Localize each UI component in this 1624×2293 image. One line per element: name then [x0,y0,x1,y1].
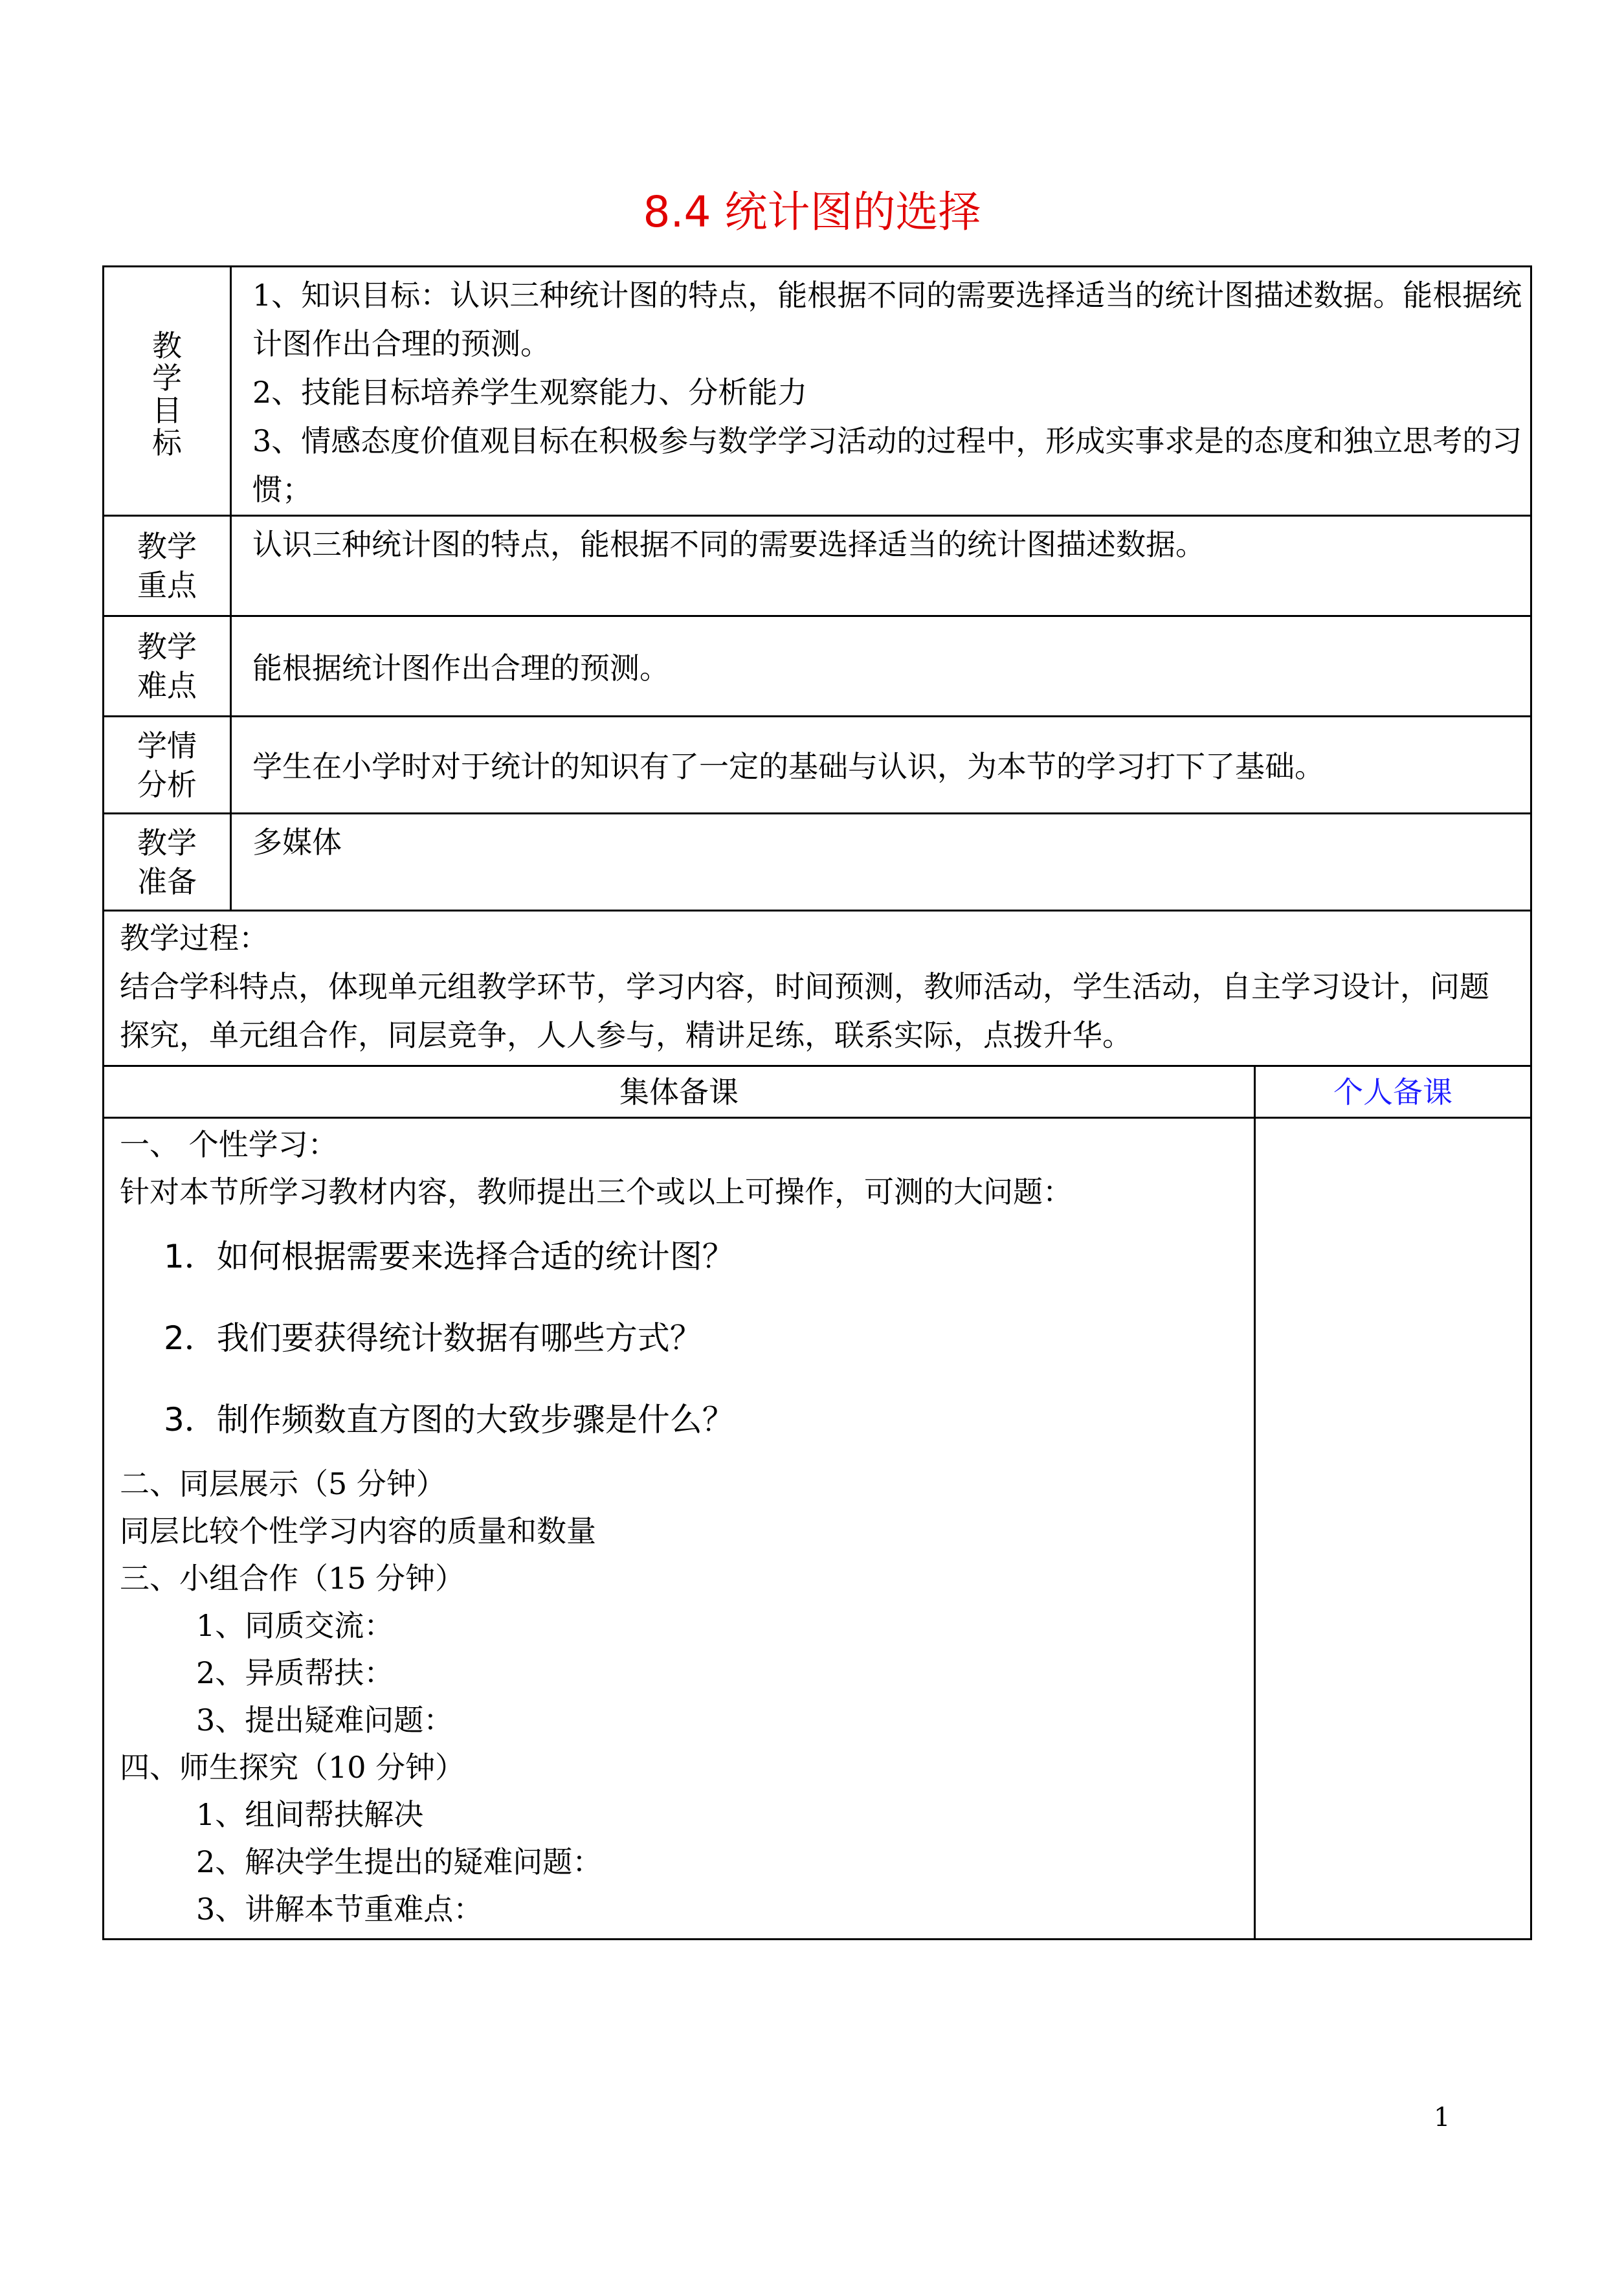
label-key-points: 教学 重点 [104,516,231,616]
objective-skill: 2、技能目标培养学生观察能力、分析能力 [252,375,808,410]
row-process [104,911,1531,1066]
label-difficulties: 教学 难点 [104,616,231,717]
personal-content [1255,1118,1531,1940]
label-char: 学 [152,361,182,396]
page-title: 8.4 统计图的选择 [643,187,981,237]
objective-knowledge: 1、知识目标：认识三种统计图的特点，能根据不同的需要选择适当的统计图描述数据。能根据统计图作出合理的预测。 [252,278,1522,361]
row-preparation [104,814,1531,911]
row-headers [104,1066,1531,1118]
process-heading: 教学过程： [120,921,269,956]
row-analysis [104,717,1531,814]
process-text: 结合学科特点，体现单元组教学环节，学习内容，时间预测，教师活动，学生活动，自主学习设计，问题探究，单元组合作，同层竞争，人人参与，精讲足练，联系实际，点拨升华。 [120,969,1489,1053]
process-cell [104,911,1531,1066]
list-item: 1、组间帮扶解决 [196,1797,424,1832]
section-heading: 一、 个性学习： [120,1127,338,1162]
list-item: 3、讲解本节重难点： [196,1892,484,1927]
label-analysis: 学情 分析 [104,717,231,814]
content-objectives [231,267,1531,516]
list-item: 3、提出疑难问题： [196,1703,454,1738]
content-key-points: 认识三种统计图的特点，能根据不同的需要选择适当的统计图描述数据。 [231,516,1531,616]
lesson-plan-table [102,265,1532,1940]
label-char: 目 [152,393,182,428]
header-collective: 集体备课 [104,1066,1255,1118]
question-item: 3．制作频数直方图的大致步骤是什么？ [164,1401,735,1438]
content-preparation: 多媒体 [231,814,1531,911]
label-char: 教 [152,328,182,363]
question-item: 2．我们要获得统计数据有哪些方式？ [164,1319,702,1357]
row-body [104,1118,1531,1940]
header-personal: 个人备课 [1255,1066,1531,1118]
page-number: 1 [1434,2103,1451,2132]
question-item: 1．如何根据需要来选择合适的统计图？ [164,1238,735,1275]
row-key-points [104,516,1531,616]
list-item: 2、异质帮扶： [196,1655,394,1690]
list-item: 1、同质交流： [196,1608,394,1643]
objective-attitude: 3、情感态度价值观目标在积极参与数学学习活动的过程中，形成实事求是的态度和独立思考的习惯； [252,423,1522,507]
label-char: 标 [152,425,182,460]
section-text: 针对本节所学习教材内容，教师提出三个或以上可操作，可测的大问题： [120,1174,1073,1209]
row-difficulties [104,616,1531,717]
content-difficulties: 能根据统计图作出合理的预测。 [231,616,1531,717]
section-text: 同层比较个性学习内容的质量和数量 [120,1514,596,1549]
section-heading: 三、小组合作（15 分钟） [120,1561,465,1596]
section-heading: 二、同层展示（5 分钟） [120,1466,446,1501]
label-preparation: 教学 准备 [104,814,231,911]
row-objectives [104,267,1531,516]
list-item: 2、解决学生提出的疑难问题： [196,1844,603,1879]
section-heading: 四、师生探究（10 分钟） [120,1750,465,1785]
collective-content [104,1118,1255,1940]
label-objectives [104,267,231,516]
content-analysis: 学生在小学时对于统计的知识有了一定的基础与认识，为本节的学习打下了基础。 [231,717,1531,814]
